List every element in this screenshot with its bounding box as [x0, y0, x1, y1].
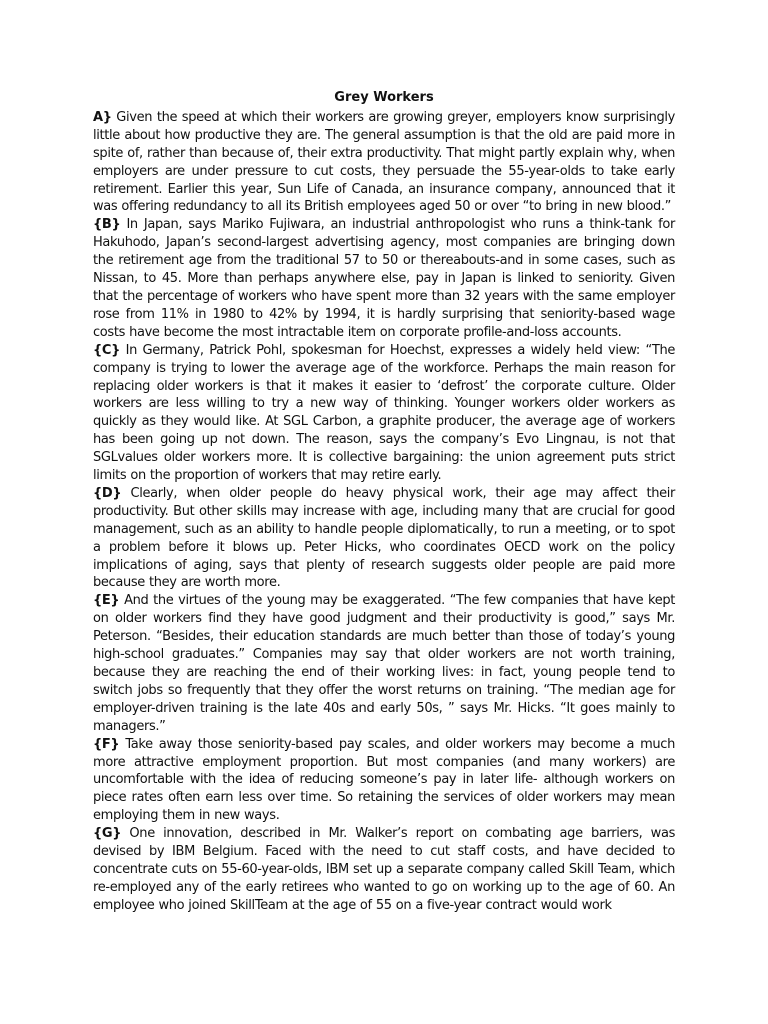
paragraph-label: {F} — [93, 736, 120, 752]
paragraph-f — [93, 736, 675, 826]
paragraph-text: In Germany, Patrick Pohl, spokesman for Hoechst, expresses a widely held view: “The company is trying to lower the average age of the workforce. Perhaps the main reason for replacing older workers is that it makes it easier to ‘defrost’ the corporate culture. Older workers are less willing to try a new way of thinking. Younger workers older workers as quickly as they would like. At SGL Carbon, a graphite producer, the average age of workers has been going up not down. The reason, says the company’s Evo Lingnau, is not that SGLvalues older workers more. It is collective bargaining: the union agreement puts strict limits on the proportion of workers that may retire early. — [93, 342, 675, 484]
paragraph-text: In Japan, says Mariko Fujiwara, an industrial anthropologist who runs a think-tank for Hakuhodo, Japan’s second-largest advertising agency, most companies are bringing down the retirement age from the traditional 57 to 50 or thereabouts-and in some cases, such as Nissan, to 45. More than perhaps anywhere else, pay in Japan is linked to seniority. Given that the percentage of workers who have spent more than 32 years with the same employer rose from 11% in 1980 to 42% by 1994, it is hardly surprising that seniority-based wage costs have become the most intractable item on corporate profile-and-loss accounts. — [93, 217, 675, 340]
paragraph-label: {C} — [93, 342, 121, 358]
document-title: Grey Workers — [334, 90, 434, 105]
paragraph-label: A} — [93, 109, 112, 125]
paragraph-e — [93, 592, 675, 735]
paragraph-b — [93, 216, 675, 341]
paragraph-text: And the virtues of the young may be exaggerated. “The few companies that have kept on older workers find they have good judgment and their productivity is good,” says Mr. Peterson. “Besides, their education standards are much better than those of today’s young high-school graduates.” Companies may say that older workers are not worth training, because they are reaching the end of their working lives: in fact, young people tend to switch jobs so frequently that they offer the worst returns on training. “The median age for employer-driven training is the late 40s and early 50s, ” says Mr. Hicks. “It goes mainly to managers.” — [93, 593, 675, 734]
paragraph-text: Take away those seniority-based pay scales, and older workers may become a much more attractive employment proportion. But most companies (and many workers) are uncomfortable with the idea of reducing someone’s pay in later life- although workers on piece rates often earn less over time. So retaining the services of older workers may mean employing them in new ways. — [93, 736, 675, 824]
paragraph-label: {E} — [93, 593, 120, 609]
paragraph-label: {D} — [93, 485, 122, 501]
paragraph-text: Clearly, when older people do heavy physical work, their age may affect their productivity. But other skills may increase with age, including many that are crucial for good management, such as an ability to handle people diplomatically, to run a meeting, or to spot a problem before it blows up. Peter Hicks, who coordinates OECD work on the policy implications of aging, says that plenty of research suggests older people are paid more because they are worth more. — [93, 485, 675, 591]
document-page — [93, 89, 675, 915]
paragraph-a — [93, 109, 675, 216]
paragraph-label: {B} — [93, 217, 121, 233]
paragraph-d — [93, 485, 675, 592]
paragraph-text: One innovation, described in Mr. Walker’s report on combating age barriers, was devised by IBM Belgium. Faced with the need to cut staff costs, and have decided to concentrate cuts on 55-60-year-olds, IBM set up a separate company called Skill Team, which re-employed any of the early retirees who wanted to go on working up to the age of 60. An employee who joined SkillTeam at the age of 55 on a five-year contract would work — [93, 826, 675, 913]
paragraph-text: Given the speed at which their workers are growing greyer, employers know surprisingly little about how productive they are. The general assumption is that the old are paid more in spite of, rather than because of, their extra productivity. That might partly explain why, when employers are under pressure to cut costs, they persuade the 55-year-olds to take early retirement. Earlier this year, Sun Life of Canada, an insurance company, announced that it was offering redundancy to all its British employees aged 50 or over “to bring in new blood.” — [93, 109, 675, 215]
paragraph-c — [93, 342, 675, 485]
paragraph-g — [93, 825, 675, 915]
paragraph-label: {G} — [93, 826, 122, 842]
